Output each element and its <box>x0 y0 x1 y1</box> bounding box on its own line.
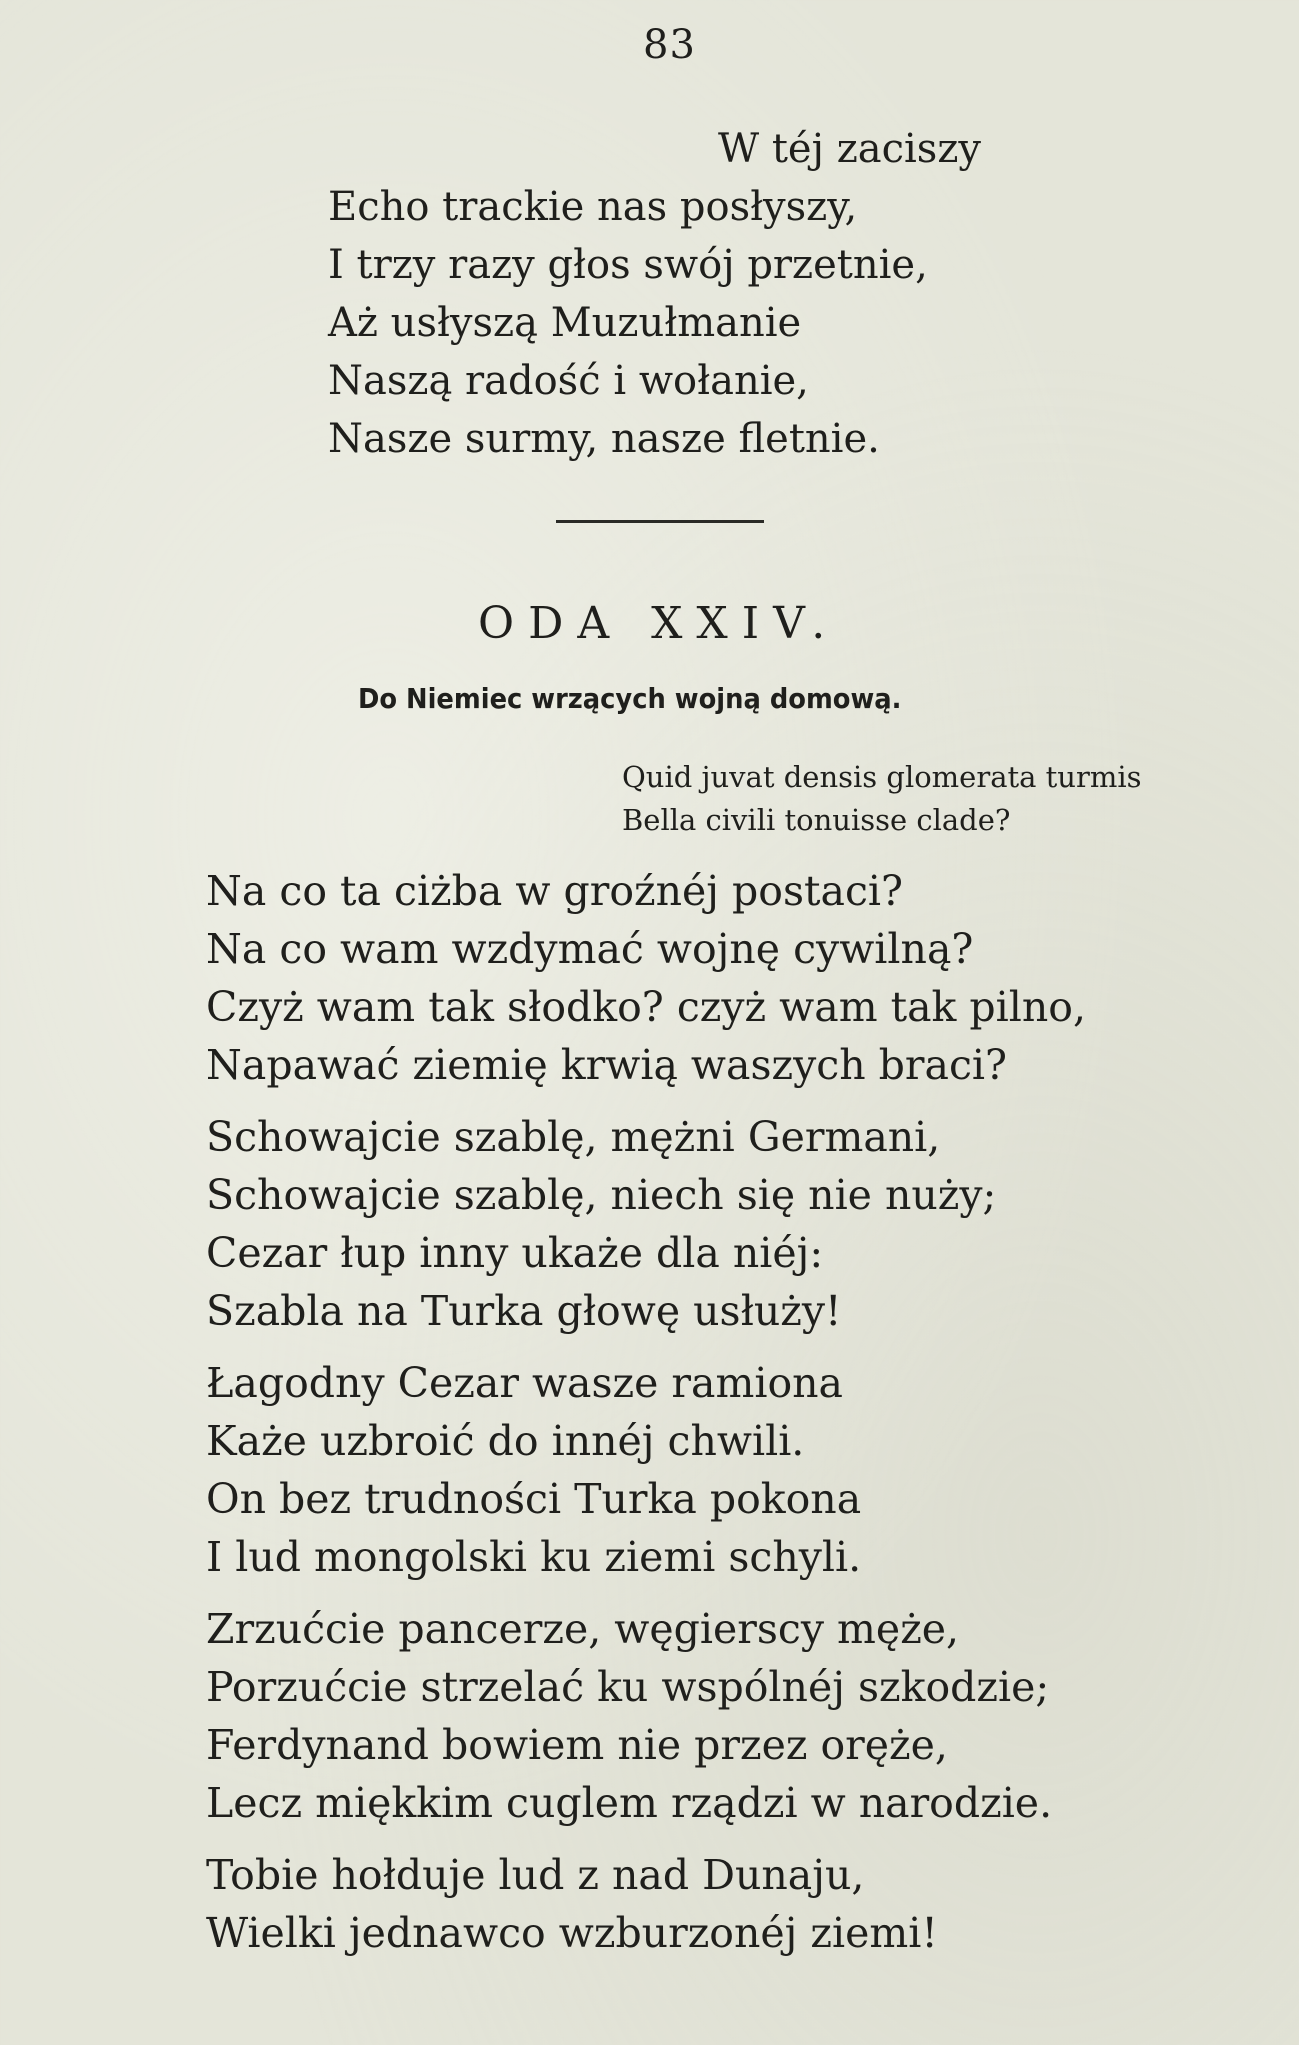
stanza <box>206 1108 1086 1340</box>
verse-line: Zrzućcie pancerze, węgierscy męże, <box>206 1605 960 1653</box>
verse-line: Lecz miękkim cuglem rządzi w narodzie. <box>206 1779 1053 1827</box>
verse-line: Schowajcie szablę, mężni Germani, <box>206 1113 941 1161</box>
verse-line: I trzy razy głos swój przetnie, <box>328 242 928 288</box>
verse-line: Napawać ziemię krwią waszych braci? <box>206 1041 1008 1089</box>
verse-line: Naszą radość i wołanie, <box>328 358 809 404</box>
stanza <box>206 1846 1086 1962</box>
verse-line: Schowajcie szablę, niech się nie nuży; <box>206 1171 997 1219</box>
verse-line: Ferdynand bowiem nie przez oręże, <box>206 1721 948 1769</box>
verse-line: Na co ta ciżba w groźnéj postaci? <box>206 867 903 915</box>
ode-subtitle: Do Niemiec wrzących wojną domową. <box>358 682 902 715</box>
verse-line: Aż usłyszą Muzułmanie <box>328 300 802 346</box>
verse-line: Porzućcie strzelać ku wspólnéj szkodzie; <box>206 1663 1050 1711</box>
verse-line: Nasze surmy, nasze fletnie. <box>328 416 880 462</box>
verse-line: Tobie hołduje lud z nad Dunaju, <box>206 1851 865 1899</box>
verse-line: Łagodny Cezar wasze ramiona <box>206 1359 844 1407</box>
verse-line: I lud mongolski ku ziemi schyli. <box>206 1533 862 1581</box>
stanza <box>206 1600 1086 1832</box>
ode-title: ODA XXIV. <box>478 598 840 649</box>
poem-body <box>206 862 1086 1976</box>
verse-line: Cezar łup inny ukaże dla niéj: <box>206 1229 824 1277</box>
verse-line: Echo trackie nas posłyszy, <box>328 184 858 230</box>
verse-line: Wielki jednawco wzburzonéj ziemi! <box>206 1909 938 1957</box>
stanza <box>206 1354 1086 1586</box>
verse-line: W téj zaciszy <box>718 126 982 172</box>
verse-line: Szabla na Turka głowę usłuży! <box>206 1287 842 1335</box>
verse-line: Czyż wam tak słodko? czyż wam tak pilno, <box>206 983 1087 1031</box>
epigraph-line: Quid juvat densis glomerata turmis <box>622 760 1142 794</box>
intro-verse <box>328 120 981 468</box>
verse-line: Każe uzbroić do innéj chwili. <box>206 1417 805 1465</box>
verse-line: Na co wam wzdymać wojnę cywilną? <box>206 925 974 973</box>
page-number: 83 <box>643 22 696 68</box>
epigraph <box>622 756 1142 842</box>
verse-line: On bez trudności Turka pokona <box>206 1475 862 1523</box>
stanza <box>206 862 1086 1094</box>
epigraph-line: Bella civili tonuisse clade? <box>622 803 1011 837</box>
section-divider <box>556 520 764 523</box>
